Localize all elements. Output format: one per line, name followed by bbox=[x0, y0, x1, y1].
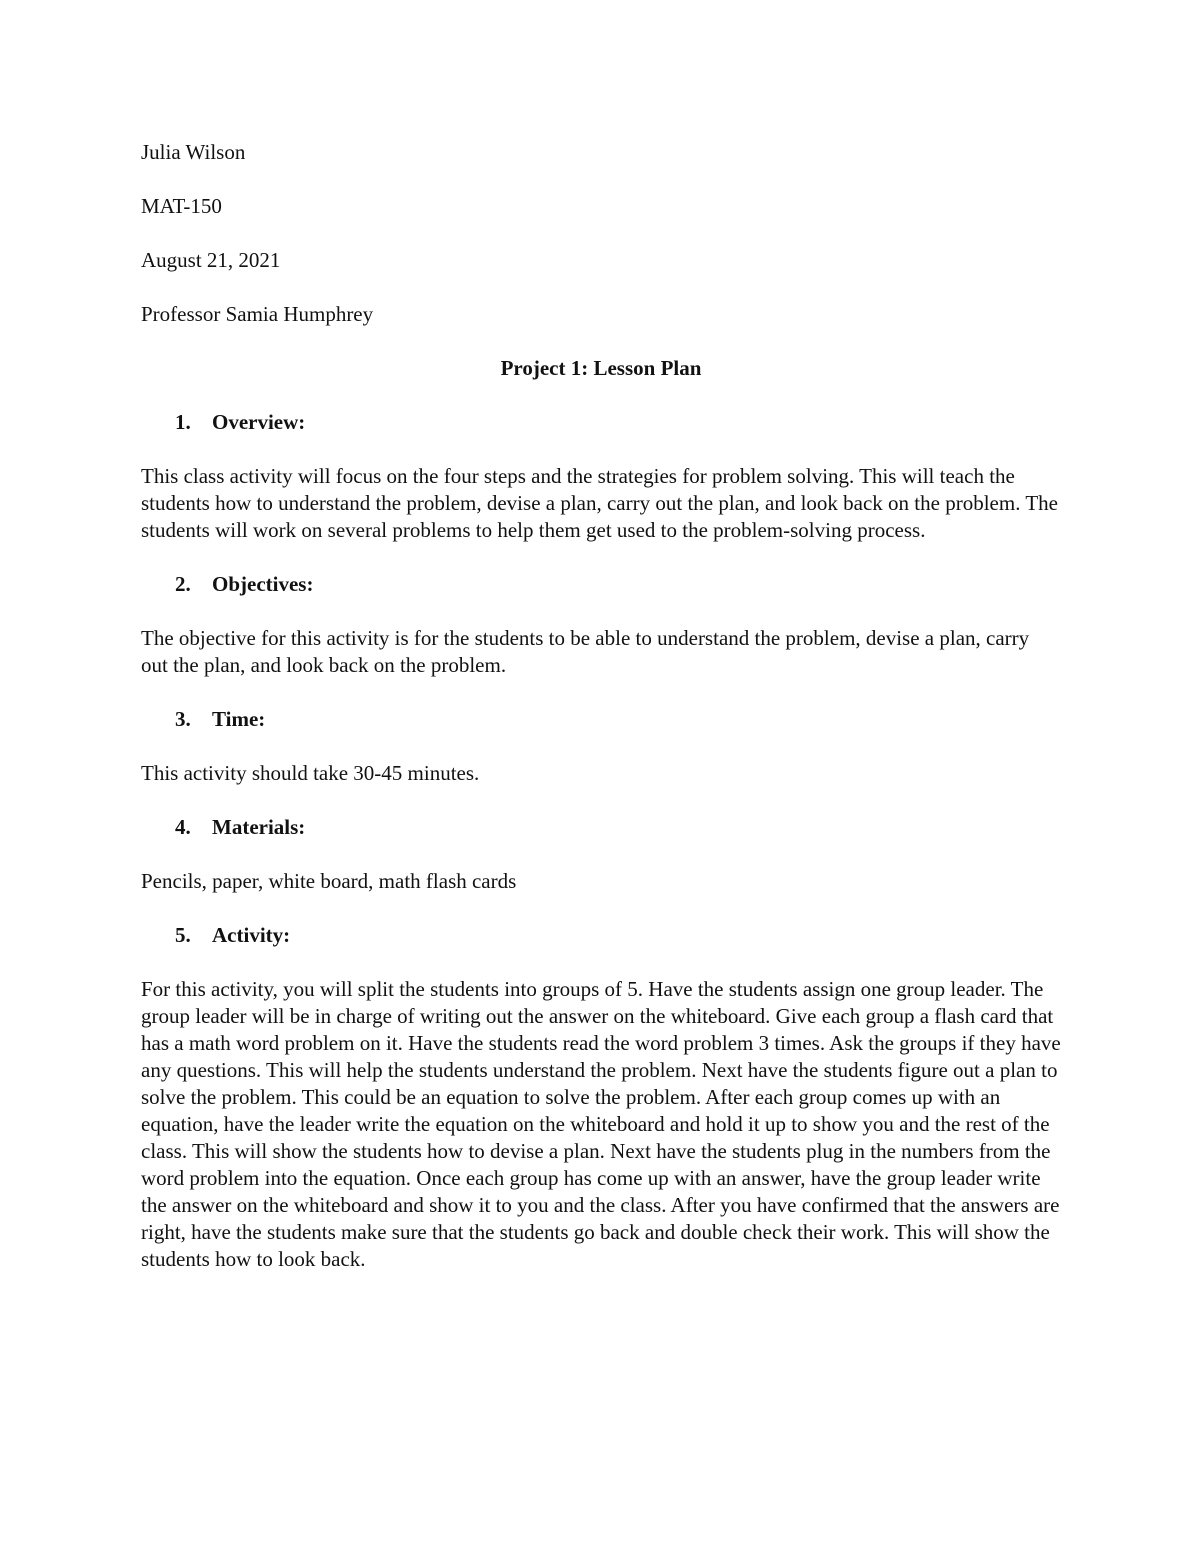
section-title: Overview: bbox=[212, 410, 306, 434]
section-number: 4. bbox=[175, 815, 191, 839]
professor-name: Professor Samia Humphrey bbox=[141, 302, 374, 326]
section-heading bbox=[141, 706, 1061, 733]
section-body: This activity should take 30-45 minutes. bbox=[141, 761, 480, 785]
section-time bbox=[141, 706, 1061, 787]
document-page bbox=[141, 139, 1061, 1300]
section-objectives bbox=[141, 571, 1061, 679]
section-number: 1. bbox=[175, 410, 191, 434]
document-date: August 21, 2021 bbox=[141, 248, 281, 272]
section-body: Pencils, paper, white board, math flash cards bbox=[141, 869, 517, 893]
course-code: MAT-150 bbox=[141, 194, 222, 218]
section-heading bbox=[141, 571, 1061, 598]
section-body: This class activity will focus on the four steps and the strategies for problem solving. This will teach the students how to understand the problem, devise a plan, carry out the plan, and look back on the problem. The students will work on several problems to help them get used to the problem-solving process. bbox=[141, 464, 1058, 542]
section-title: Activity: bbox=[212, 923, 291, 947]
section-heading bbox=[141, 409, 1061, 436]
section-number: 3. bbox=[175, 707, 191, 731]
section-number: 5. bbox=[175, 923, 191, 947]
section-title: Objectives: bbox=[212, 572, 314, 596]
section-heading bbox=[141, 922, 1061, 949]
section-number: 2. bbox=[175, 572, 191, 596]
section-heading bbox=[141, 814, 1061, 841]
section-title: Materials: bbox=[212, 815, 306, 839]
student-name: Julia Wilson bbox=[141, 140, 246, 164]
section-materials bbox=[141, 814, 1061, 895]
section-overview bbox=[141, 409, 1061, 544]
section-title: Time: bbox=[212, 707, 266, 731]
section-body: For this activity, you will split the students into groups of 5. Have the students assign one group leader. The group leader will be in charge of writing out the answer on the whiteboard. Give each group a flash card that has a math word problem on it. Have the students read the word problem 3 times. Ask the groups if they have any questions. This will help the students understand the problem. Next have the students figure out a plan to solve the problem. This could be an equation to solve the problem. After each group comes up with an equation, have the leader write the equation on the whiteboard and hold it up to show you and the rest of the class. This will show the students how to devise a plan. Next have the students plug in the numbers from the word problem into the equation. Once each group has come up with an answer, have the group leader write the answer on the whiteboard and show it to you and the class. After you have confirmed that the answers are right, have the students make sure that the students go back and double check their work. This will show the students how to look back. bbox=[141, 977, 1061, 1271]
section-body: The objective for this activity is for the students to be able to understand the problem, devise a plan, carry out the plan, and look back on the problem. bbox=[141, 626, 1030, 677]
section-activity bbox=[141, 922, 1061, 1273]
document-title: Project 1: Lesson Plan bbox=[500, 356, 702, 380]
